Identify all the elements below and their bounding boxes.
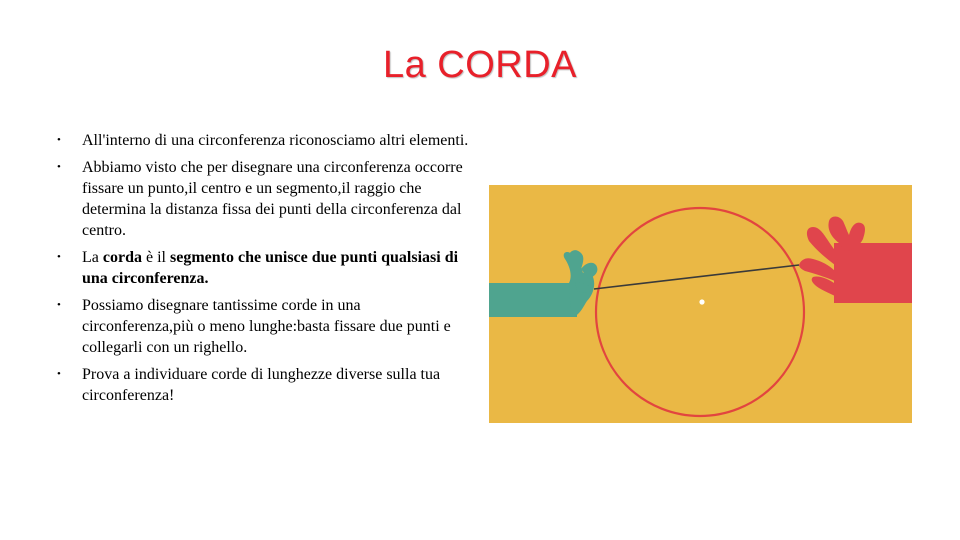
bullet-text: All'interno di una circonferenza riconosciamo altri elementi.: [82, 132, 469, 149]
bullet-item: [52, 364, 472, 406]
bullet-item: [52, 295, 472, 358]
bullet-text: Possiamo disegnare tantissime corde in una circonferenza,più o meno lunghe:basta fissare due punti e collegarli con un righello.: [82, 297, 451, 356]
bullet-text: Prova a individuare corde di lunghezze diverse sulla tua circonferenza!: [82, 366, 441, 404]
bullet-text-bold: corda: [102, 249, 142, 266]
bullet-symbol: •: [57, 134, 61, 146]
bullet-text: è il: [141, 249, 170, 266]
bullet-text: La: [82, 249, 103, 266]
chord-illustration: [489, 185, 912, 423]
chord-illustration-svg: [489, 185, 912, 423]
bullet-text: Abbiamo visto che per disegnare una circonferenza occorre fissare un punto,il centro e un segmento,il raggio che determina la distanza fissa dei punti della circonferenza dal centro.: [82, 159, 463, 239]
slide-title: La CORDA: [382, 44, 578, 86]
bullet-item: [52, 130, 472, 151]
bullet-item: [52, 157, 472, 241]
bullet-item: [52, 247, 472, 289]
bullet-symbol: •: [57, 299, 61, 311]
bullet-symbol: •: [57, 251, 61, 263]
bullet-symbol: •: [57, 368, 61, 380]
bullet-text-bold: segmento che unisce due punti qualsiasi di una circonferenza.: [82, 249, 459, 287]
bullet-list: [52, 130, 472, 412]
center-point: [699, 299, 704, 304]
bullet-symbol: •: [57, 161, 61, 173]
